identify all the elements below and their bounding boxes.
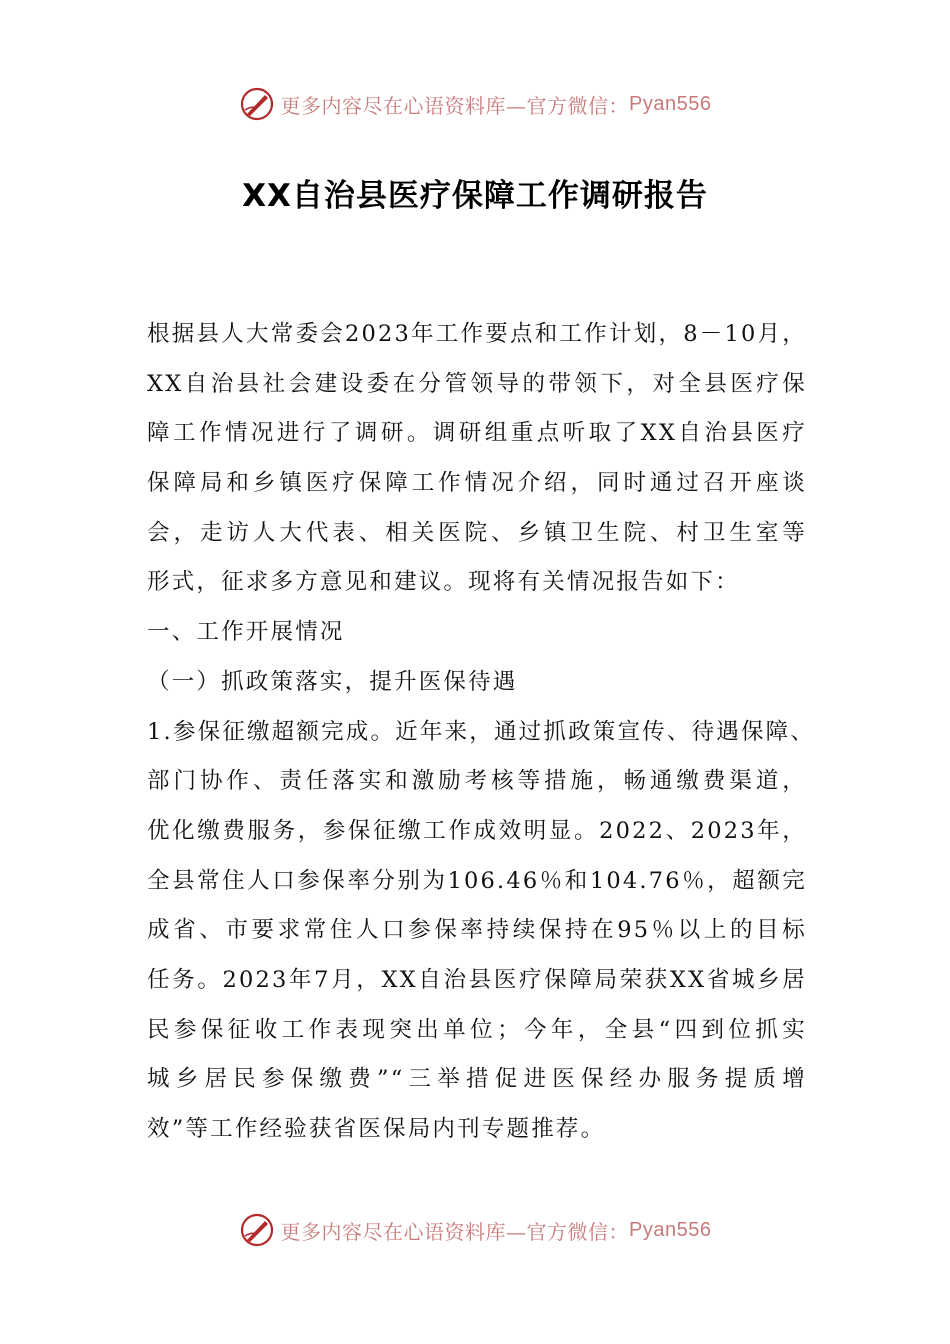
paragraph-line: 任务。2023年7月，XX自治县医疗保障局荣获XX省城乡居 [147,966,807,993]
paragraph-line: 部门协作、责任落实和激励考核等措施，畅通缴费渠道， [147,768,807,795]
paragraph-line: 成省、市要求常住人口参保率持续保持在95％以上的目标 [147,917,807,944]
watermark-banner-bottom [0,1208,950,1252]
paragraph-line: 根据县人大常委会2023年工作要点和工作计划，8－10月， [147,321,807,347]
watermark-text: 更多内容尽在心语资料库—官方微信： [280,1219,630,1244]
document-body [147,310,816,1155]
paragraph-line: 城乡居民参保缴费”“三举措促进医保经办服务提质增 [147,1066,807,1093]
paragraph-line: XX自治县社会建设委在分管领导的带领下，对全县医疗保 [147,370,807,397]
paragraph-line: 障工作情况进行了调研。调研组重点听取了XX自治县医疗 [147,420,807,447]
paragraph-line: 保障局和乡镇医疗保障工作情况介绍，同时通过召开座谈 [147,470,807,497]
paragraph-line: 民参保征收工作表现突出单位；今年，全县“四到位抓实 [147,1016,807,1043]
paragraph-line: 优化缴费服务，参保征缴工作成效明显。2022、2023年， [147,817,807,844]
section-heading: 一、工作开展情况 [147,619,345,646]
paragraph-line: 会，走访人大代表、相关医院、乡镇卫生院、村卫生室等 [147,519,807,546]
wechat-id: Pyan556 [629,1218,712,1241]
paragraph-line: 效”等工作经验获省医保局内刊专题推荐。 [147,1116,606,1142]
document-title: XX自治县医疗保障工作调研报告 [242,178,708,214]
paragraph-line: 全县常住人口参保率分别为106.46％和104.76％，超额完 [147,867,807,894]
quill-pen-icon [239,86,275,122]
quill-pen-icon [239,1212,275,1248]
paragraph-line: 形式，征求多方意见和建议。现将有关情况报告如下： [147,569,740,596]
paragraph-line: 1.参保征缴超额完成。近年来，通过抓政策宣传、待遇保障、 [147,718,816,745]
subsection-heading: （一）抓政策落实，提升医保待遇 [147,668,518,695]
wechat-id: Pyan556 [629,92,712,115]
watermark-text: 更多内容尽在心语资料库—官方微信： [280,93,630,118]
watermark-banner-top [0,82,950,126]
